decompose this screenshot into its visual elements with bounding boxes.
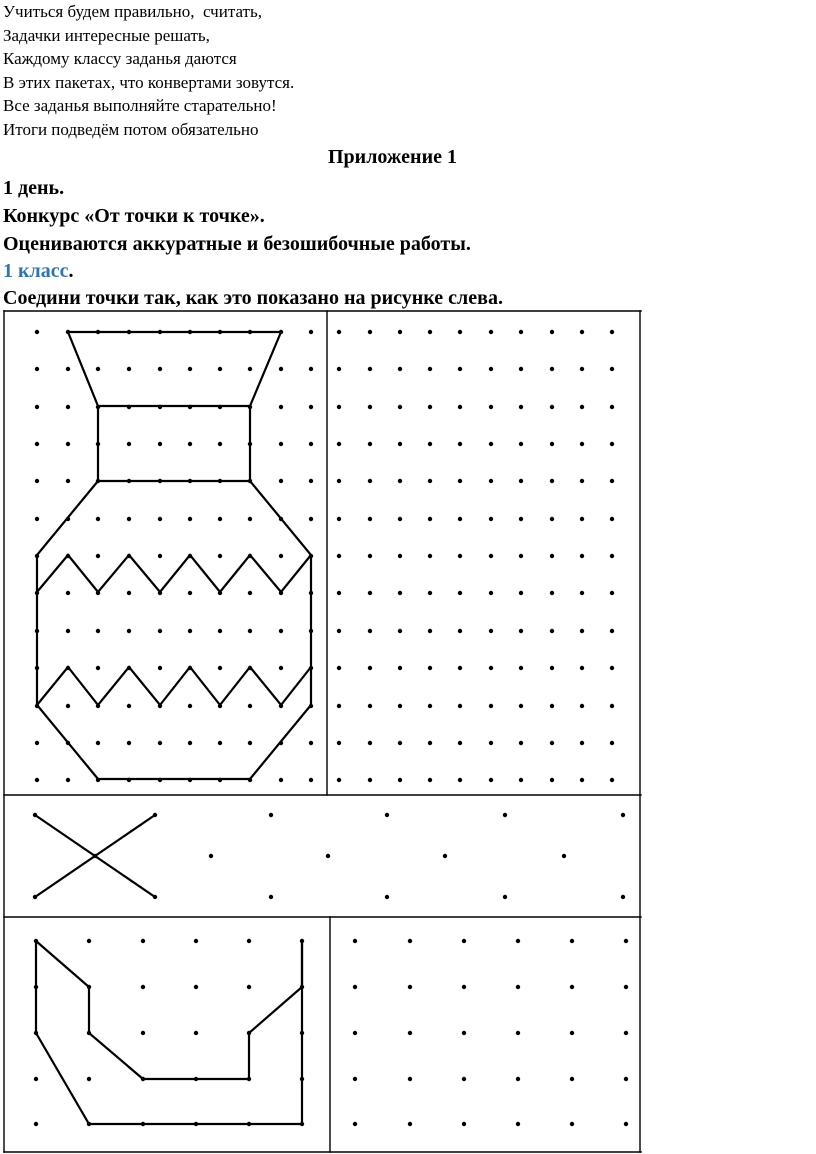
grid-dot: [194, 939, 198, 943]
grid-dot: [580, 554, 584, 558]
grid-dot: [398, 367, 402, 371]
grid-dot: [580, 666, 584, 670]
vase-zigzag-upper: [37, 555, 311, 592]
grid-dot: [489, 517, 493, 521]
grid-dot: [519, 741, 523, 745]
grid-dot: [428, 704, 432, 708]
grid-dot: [368, 666, 372, 670]
grid-dot: [398, 704, 402, 708]
grid-dot: [550, 666, 554, 670]
grid-dot: [93, 854, 97, 858]
grid-dot: [218, 367, 222, 371]
grid-dot: [621, 895, 625, 899]
grid-dot: [408, 1122, 412, 1126]
grid-dot: [279, 554, 283, 558]
grid-dot: [368, 367, 372, 371]
grid-dot: [489, 554, 493, 558]
grid-dot: [368, 330, 372, 334]
grid-dot: [570, 939, 574, 943]
grid-dot: [580, 479, 584, 483]
grid-dot: [35, 442, 39, 446]
grid-dot: [516, 1122, 520, 1126]
grid-dot: [368, 591, 372, 595]
instruction-text: Соедини точки так, как это показано на рисунке слева.: [3, 287, 503, 309]
grid-dot: [368, 405, 372, 409]
grid-dot: [385, 813, 389, 817]
grid-dot: [248, 591, 252, 595]
grid-dot: [516, 985, 520, 989]
poem-line: Каждому классу заданья даются: [3, 49, 237, 69]
grid-dot: [624, 1077, 628, 1081]
grid-dot: [279, 405, 283, 409]
grid-dot: [158, 517, 162, 521]
grid-dot: [127, 442, 131, 446]
grid-dot: [368, 704, 372, 708]
grid-dot: [188, 591, 192, 595]
grid-dot: [385, 895, 389, 899]
grid-dot: [580, 591, 584, 595]
grid-dot: [610, 554, 614, 558]
grid-dot: [610, 367, 614, 371]
grid-dot: [570, 1077, 574, 1081]
grid-dot: [458, 330, 462, 334]
grid-dot: [550, 741, 554, 745]
grid-dot: [580, 741, 584, 745]
grid-dot: [503, 895, 507, 899]
grid-dot: [368, 778, 372, 782]
grid-dot: [550, 591, 554, 595]
grid-dot: [66, 591, 70, 595]
grid-dot: [269, 895, 273, 899]
grid-dot: [248, 704, 252, 708]
grid-dot: [66, 479, 70, 483]
grid-dot: [458, 442, 462, 446]
grid-dot: [337, 405, 341, 409]
grid-dot: [368, 629, 372, 633]
grid-dot: [188, 442, 192, 446]
grid-dot: [489, 367, 493, 371]
grid-dot: [158, 367, 162, 371]
grid-dot: [428, 442, 432, 446]
grid-dot: [519, 405, 523, 409]
grid-dot: [519, 778, 523, 782]
grid-dot: [489, 629, 493, 633]
grid-dot: [428, 591, 432, 595]
grid-dot: [209, 854, 213, 858]
grid-dot: [428, 778, 432, 782]
grid-dot: [188, 367, 192, 371]
grid-dot: [309, 405, 313, 409]
grid-dot: [516, 1031, 520, 1035]
grid-dot: [462, 1077, 466, 1081]
grid-dot: [550, 554, 554, 558]
grid-dot: [580, 778, 584, 782]
grid-dot: [458, 479, 462, 483]
grid-dot: [279, 666, 283, 670]
grid-dot: [624, 939, 628, 943]
grid-dot: [368, 554, 372, 558]
grid-dot: [489, 442, 493, 446]
grid-dot: [580, 367, 584, 371]
grid-dot: [158, 629, 162, 633]
grid-dot: [462, 985, 466, 989]
grid-dot: [458, 367, 462, 371]
grid-dot: [443, 854, 447, 858]
grid-dot: [610, 741, 614, 745]
grid-dot: [279, 367, 283, 371]
grid-dot: [66, 405, 70, 409]
grid-dot: [624, 985, 628, 989]
grid-dot: [610, 442, 614, 446]
grid-dot: [96, 629, 100, 633]
grid-dot: [458, 591, 462, 595]
grid-dot: [462, 1031, 466, 1035]
grid-dot: [269, 813, 273, 817]
grid-dot: [353, 985, 357, 989]
grid-dot: [158, 741, 162, 745]
grid-dot: [309, 442, 313, 446]
grid-dot: [337, 367, 341, 371]
grid-dot: [34, 1077, 38, 1081]
grid-dot: [408, 1031, 412, 1035]
grid-dot: [309, 330, 313, 334]
grid-dot: [309, 479, 313, 483]
grid-dot: [489, 666, 493, 670]
boot-lower-outline: [36, 941, 302, 1124]
grid-dot: [458, 517, 462, 521]
grid-dot: [141, 939, 145, 943]
grid-dot: [337, 741, 341, 745]
grid-dot: [610, 517, 614, 521]
grade-label: 1 класс: [3, 260, 69, 282]
grid-dot: [580, 629, 584, 633]
poem-line: Учиться будем правильно, считать,: [3, 2, 262, 21]
grid-dot: [398, 330, 402, 334]
grid-dot: [337, 704, 341, 708]
grid-dot: [127, 591, 131, 595]
grid-dot: [489, 405, 493, 409]
grid-dot: [188, 517, 192, 521]
grid-dot: [398, 405, 402, 409]
grid-dot: [458, 741, 462, 745]
grid-dot: [398, 554, 402, 558]
grid-dot: [279, 629, 283, 633]
grid-dot: [248, 517, 252, 521]
grid-dot: [408, 939, 412, 943]
grid-dot: [309, 367, 313, 371]
grid-dot: [218, 554, 222, 558]
grid-dot: [158, 442, 162, 446]
grid-dot: [248, 629, 252, 633]
grid-dot: [458, 629, 462, 633]
grid-dot: [194, 1031, 198, 1035]
grid-dot: [489, 479, 493, 483]
grid-dot: [462, 1122, 466, 1126]
grid-dot: [516, 1077, 520, 1081]
grid-dot: [519, 554, 523, 558]
grid-dot: [408, 1077, 412, 1081]
grid-dot: [368, 479, 372, 483]
grid-dot: [96, 666, 100, 670]
grid-dot: [519, 704, 523, 708]
grid-dot: [353, 1122, 357, 1126]
grid-dot: [279, 442, 283, 446]
grid-dot: [550, 517, 554, 521]
grid-dot: [580, 704, 584, 708]
grid-dot: [610, 330, 614, 334]
grid-dot: [247, 985, 251, 989]
grid-dot: [353, 1077, 357, 1081]
day-label: 1 день.: [3, 177, 65, 199]
grid-dot: [550, 367, 554, 371]
grid-dot: [621, 813, 625, 817]
vase-body: [37, 481, 311, 779]
grid-dot: [66, 629, 70, 633]
grid-dot: [66, 442, 70, 446]
grid-dot: [337, 778, 341, 782]
grid-dot: [35, 778, 39, 782]
grid-dot: [326, 854, 330, 858]
grid-dot: [610, 405, 614, 409]
grid-dot: [153, 895, 157, 899]
grid-dot: [519, 629, 523, 633]
vase-zigzag-lower: [37, 667, 311, 705]
grid-dot: [562, 854, 566, 858]
grid-dot: [458, 778, 462, 782]
poem-line: Итоги подведём потом обязательно: [3, 119, 259, 139]
grid-dot: [519, 666, 523, 670]
grid-dot: [96, 741, 100, 745]
grid-dot: [35, 405, 39, 409]
grid-dot: [503, 813, 507, 817]
grade-punct: .: [68, 260, 74, 282]
grid-dot: [188, 629, 192, 633]
grid-dot: [127, 741, 131, 745]
grid-dot: [309, 741, 313, 745]
grid-dot: [462, 939, 466, 943]
grid-dot: [610, 778, 614, 782]
grid-dot: [398, 741, 402, 745]
grid-dot: [489, 741, 493, 745]
grid-dot: [610, 479, 614, 483]
poem-line: Все заданья выполняйте старательно!: [3, 96, 277, 116]
grid-dot: [158, 666, 162, 670]
grid-dot: [398, 666, 402, 670]
grid-dot: [489, 591, 493, 595]
grid-dot: [33, 813, 37, 817]
grid-dot: [66, 367, 70, 371]
grid-dot: [428, 479, 432, 483]
grid-dot: [279, 479, 283, 483]
grid-dot: [96, 367, 100, 371]
grid-dot: [570, 1031, 574, 1035]
grid-dot: [218, 517, 222, 521]
grid-dot: [247, 939, 251, 943]
grid-dot: [624, 1031, 628, 1035]
grid-dot: [458, 554, 462, 558]
grid-dot: [570, 1122, 574, 1126]
grid-dot: [580, 405, 584, 409]
grid-dot: [353, 939, 357, 943]
grid-dot: [66, 778, 70, 782]
grid-dot: [580, 330, 584, 334]
grid-dot: [35, 479, 39, 483]
grid-dot: [550, 405, 554, 409]
grid-dot: [428, 741, 432, 745]
grid-dot: [428, 330, 432, 334]
grid-dot: [398, 442, 402, 446]
grid-dot: [408, 985, 412, 989]
grid-dot: [550, 330, 554, 334]
grid-dot: [428, 367, 432, 371]
grid-dot: [337, 479, 341, 483]
grid-dot: [337, 517, 341, 521]
criteria-text: Оцениваются аккуратные и безошибочные работы.: [3, 233, 471, 255]
grid-dot: [550, 479, 554, 483]
grid-dot: [550, 704, 554, 708]
grid-dot: [519, 330, 523, 334]
grid-dot: [153, 813, 157, 817]
grid-dot: [458, 405, 462, 409]
grid-dot: [428, 554, 432, 558]
poem-line: Задачки интересные решать,: [3, 25, 210, 45]
appendix-title: Приложение 1: [328, 146, 457, 168]
grid-dot: [248, 741, 252, 745]
grid-dot: [519, 442, 523, 446]
grid-dot: [428, 517, 432, 521]
grid-dot: [141, 1031, 145, 1035]
grid-dot: [489, 330, 493, 334]
grid-dot: [550, 629, 554, 633]
grid-dot: [368, 741, 372, 745]
contest-title: Конкурс «От точки к точке».: [3, 205, 265, 227]
grid-dot: [96, 517, 100, 521]
grid-dot: [218, 629, 222, 633]
grid-dot: [218, 666, 222, 670]
grid-dot: [337, 442, 341, 446]
grid-dot: [398, 479, 402, 483]
grid-dot: [353, 1031, 357, 1035]
boot-upper-outline: [36, 941, 302, 1079]
grid-dot: [337, 554, 341, 558]
grid-dot: [624, 1122, 628, 1126]
grid-dot: [35, 367, 39, 371]
grid-dot: [610, 591, 614, 595]
grid-dot: [158, 554, 162, 558]
grid-dot: [580, 442, 584, 446]
grid-dot: [279, 778, 283, 782]
grid-dot: [519, 517, 523, 521]
grid-dot: [428, 405, 432, 409]
grid-dot: [570, 985, 574, 989]
grid-dot: [398, 591, 402, 595]
grid-dot: [127, 704, 131, 708]
grid-dot: [337, 330, 341, 334]
grid-dot: [610, 704, 614, 708]
grid-dot: [428, 666, 432, 670]
grid-dot: [34, 1122, 38, 1126]
vase-neck: [98, 406, 250, 481]
grid-dot: [141, 985, 145, 989]
grid-dot: [33, 895, 37, 899]
grid-dot: [127, 517, 131, 521]
grid-dot: [516, 939, 520, 943]
grid-dot: [368, 442, 372, 446]
grid-dot: [428, 629, 432, 633]
grid-dot: [87, 1077, 91, 1081]
grid-dot: [368, 517, 372, 521]
grid-dot: [35, 330, 39, 334]
grid-dot: [218, 741, 222, 745]
grid-dot: [398, 629, 402, 633]
grid-dot: [580, 517, 584, 521]
grid-dot: [519, 479, 523, 483]
grid-dot: [489, 704, 493, 708]
grid-dot: [550, 442, 554, 446]
poem-line: В этих пакетах, что конвертами зовутся.: [3, 72, 295, 92]
grid-dot: [610, 666, 614, 670]
grid-dot: [398, 517, 402, 521]
grid-dot: [96, 554, 100, 558]
grid-dot: [127, 629, 131, 633]
grid-dot: [550, 778, 554, 782]
grid-dot: [337, 591, 341, 595]
grid-dot: [309, 517, 313, 521]
grid-dot: [519, 367, 523, 371]
grid-dot: [458, 666, 462, 670]
grid-dot: [519, 591, 523, 595]
grid-dot: [218, 442, 222, 446]
grid-dot: [127, 367, 131, 371]
grid-dot: [458, 704, 462, 708]
grid-dot: [489, 778, 493, 782]
grid-dot: [188, 741, 192, 745]
grid-dot: [188, 704, 192, 708]
grid-dot: [248, 367, 252, 371]
grid-dot: [309, 778, 313, 782]
grid-dot: [337, 666, 341, 670]
grid-dot: [35, 741, 39, 745]
grid-dot: [66, 704, 70, 708]
grid-dot: [610, 629, 614, 633]
grid-dot: [87, 939, 91, 943]
grid-dot: [337, 629, 341, 633]
grid-dot: [398, 778, 402, 782]
grid-dot: [194, 985, 198, 989]
grid-dot: [35, 517, 39, 521]
